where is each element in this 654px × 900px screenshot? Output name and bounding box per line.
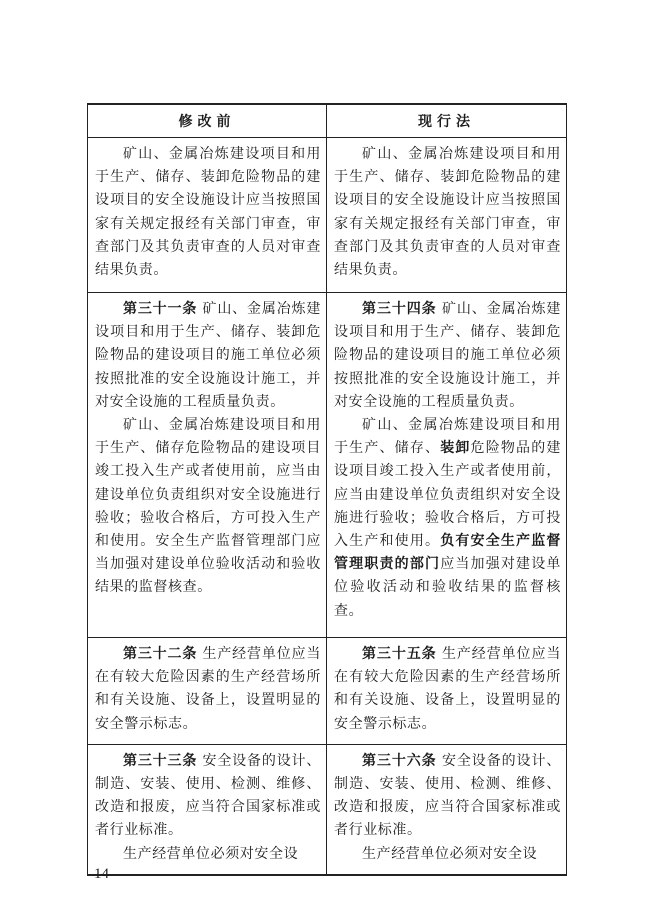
paragraph: 矿山、金属冶炼建设项目和用于生产、储存、装卸危险物品的建设项目的安全设施设计应当按照国家有关规定报经有关部门审查，审查部门及其负责审查的人员对审查结果负责。: [334, 146, 561, 279]
article-text: 安全设备的设计、制造、安装、使用、检测、维修、改造和报废，应当符合国家标准或者行业标准。: [95, 752, 321, 839]
cell-before: [88, 744, 327, 875]
article-number: 第三十四条: [362, 301, 437, 317]
paragraph: [334, 643, 561, 736]
paragraph: [95, 298, 321, 414]
article-text: 生产经营单位应当在有较大危险因素的生产经营场所和有关设施、设备上，设置明显的安全警示标志。: [95, 646, 321, 732]
cell-before: [88, 638, 327, 745]
cell-current: [327, 638, 567, 745]
cell-current: [327, 744, 567, 875]
amended-text: 装卸: [440, 440, 471, 457]
article-number: 第三十一条: [123, 301, 198, 317]
paragraph: [95, 643, 321, 736]
header-before: 修改前: [88, 104, 327, 138]
article-number: 第三十五条: [362, 646, 437, 662]
paragraph: [334, 750, 561, 843]
table-row: [88, 293, 567, 638]
comparison-table: [87, 103, 567, 876]
article-text: 安全设备的设计、制造、安装、使用、检测、维修、改造和报废，应当符合国家标准或者行业标准。: [334, 752, 561, 839]
table-header-row: [88, 104, 567, 138]
table-row: [88, 638, 567, 745]
header-current: 现行法: [327, 104, 567, 138]
article-text: 生产经营单位应当在有较大危险因素的生产经营场所和有关设施、设备上，设置明显的安全警示标志。: [334, 646, 561, 732]
paragraph: [334, 414, 561, 623]
paragraph: 矿山、金属冶炼建设项目和用于生产、储存危险物品的建设项目竣工投入生产或者使用前，应当由建设单位负责组织对安全设施进行验收；验收合格后，方可投入生产和使用。安全生产监督管理部门应当加强对建设单位验收活动和验收结果的监督核查。: [95, 417, 321, 596]
paragraph: 生产经营单位必须对安全设: [123, 845, 299, 862]
paragraph: [95, 750, 321, 843]
page-number: 14: [94, 866, 109, 882]
cell-current: [327, 293, 567, 638]
text-segment: 应当加强对建设单位验收活动和验收结果的监督核查。: [334, 556, 561, 619]
cell-before: [88, 293, 327, 638]
article-number: 第三十二条: [123, 646, 198, 662]
article-text: 矿山、金属冶炼建设项目和用于生产、储存、装卸危险物品的建设项目的施工单位必须按照批准的安全设施设计施工，并对安全设施的工程质量负责。: [334, 301, 561, 410]
article-text: 矿山、金属冶炼建设项目和用于生产、储存、装卸危险物品的建设项目的施工单位必须按照批准的安全设施设计施工，并对安全设施的工程质量负责。: [95, 301, 321, 410]
article-number: 第三十三条: [123, 752, 198, 769]
paragraph: 生产经营单位必须对安全设: [362, 845, 538, 862]
article-number: 第三十六条: [362, 752, 437, 769]
text-segment: 危险物品的建设项目竣工投入生产或者使用前，应当由建设单位负责组织对安全设施进行验收；验收合格后，方可投入生产和使用。: [334, 440, 561, 550]
cell-current: [327, 138, 567, 293]
table-row: [88, 138, 567, 293]
amended-text: 负有安全生产监督管理职责的部门: [334, 533, 561, 573]
paragraph: 矿山、金属冶炼建设项目和用于生产、储存、装卸危险物品的建设项目的安全设施设计应当按照国家有关规定报经有关部门审查，审查部门及其负责审查的人员对审查结果负责。: [95, 146, 321, 279]
text-segment: 矿山、金属冶炼建设项目和用于生产、储存、: [334, 417, 561, 457]
paragraph: [334, 298, 561, 414]
table-row: [88, 744, 567, 875]
cell-before: [88, 138, 327, 293]
